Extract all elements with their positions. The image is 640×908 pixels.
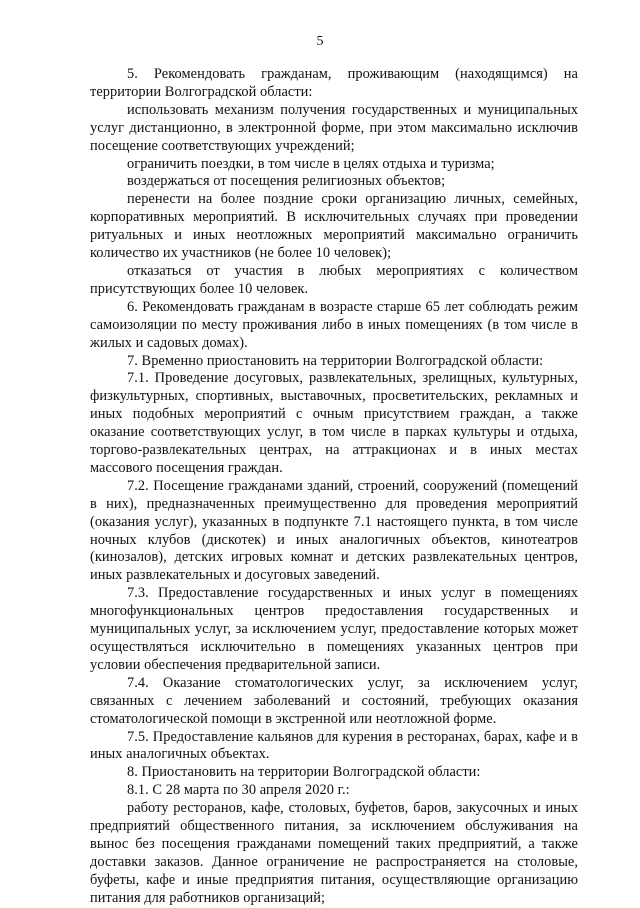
paragraph-5: 5. Рекомендовать гражданам, проживающим (находящимся) на территории Волгоградской области: <box>90 66 578 100</box>
page-number: 5 <box>316 34 324 49</box>
paragraph-7-2: 7.2. Посещение гражданами зданий, строений, сооружений (помещений в них), предназначенных преимущественно для проведения мероприятий (оказания услуг), указанных в подпункте 7.1 настоящего пункта, в том числе ночных клубов (дискотек) и иных аналогичных объектов, кинотеатров (кинозалов), детских игровых комнат и детских развлекательных центров, иных развлекательных и досуговых заведений. <box>90 477 578 584</box>
paragraph-8: 8. Приостановить на территории Волгоградской области: <box>127 764 481 781</box>
document-body <box>90 66 578 908</box>
paragraph-7-3: 7.3. Предоставление государственных и иных услуг в помещениях многофункциональных центров предоставления государственных и муниципальных услуг, за исключением услуг, предоставление которых может осуществляться исключительно в помещениях указанных центров при условии обеспечения предварительной записи. <box>90 585 578 673</box>
paragraph-7-1: 7.1. Проведение досуговых, развлекательных, зрелищных, культурных, физкультурных, спортивных, выставочных, просветительских, рекламных и иных подобных мероприятий с очным присутствием граждан, а также оказание соответствующих услуг, в том числе в парках культуры и отдыха, торгово-развлекательных центрах, на аттракционах и в иных местах массового посещения граждан. <box>90 370 578 476</box>
paragraph-8-1-item-1: работу ресторанов, кафе, столовых, буфетов, баров, закусочных и иных предприятий общественного питания, за исключением обслуживания на вынос без посещения гражданами помещений таких предприятий, а также доставки заказов. Данное ограничение не распространяется на столовые, буфеты, кафе и иные предприятия питания, осуществляющие организацию питания для работников организаций; <box>90 800 578 906</box>
paragraph-5-item-1: использовать механизм получения государственных и муниципальных услуг дистанционно, в электронной форме, при этом максимально исключив посещение соответствующих учреждений; <box>90 101 578 154</box>
paragraph-7-5: 7.5. Предоставление кальянов для курения в ресторанах, барах, кафе и в иных аналогичных объектах. <box>90 728 578 763</box>
paragraph-5-item-5: отказаться от участия в любых мероприятиях с количеством присутствующих более 10 человек. <box>90 262 578 297</box>
paragraph-5-item-4: перенести на более поздние сроки организацию личных, семейных, корпоративных мероприятий. В исключительных случаях при проведении ритуальных и иных неотложных мероприятий максимально ограничить количество их участников (не более 10 человек); <box>90 191 578 262</box>
paragraph-5-item-2: ограничить поездки, в том числе в целях отдыха и туризма; <box>127 155 495 172</box>
paragraph-8-1: 8.1. С 28 марта по 30 апреля 2020 г.: <box>127 782 350 799</box>
paragraph-7-4: 7.4. Оказание стоматологических услуг, за исключением услуг, связанных с лечением заболеваний и состояний, требующих оказания стоматологической помощи в экстренной или неотложной форме. <box>90 674 578 727</box>
paragraph-7: 7. Временно приостановить на территории Волгоградской области: <box>127 352 544 369</box>
paragraph-5-item-3: воздержаться от посещения религиозных объектов; <box>127 173 446 190</box>
paragraph-6: 6. Рекомендовать гражданам в возрасте старше 65 лет соблюдать режим самоизоляции по месту проживания либо в иных помещениях (в том числе в жилых и садовых домах). <box>90 298 578 351</box>
